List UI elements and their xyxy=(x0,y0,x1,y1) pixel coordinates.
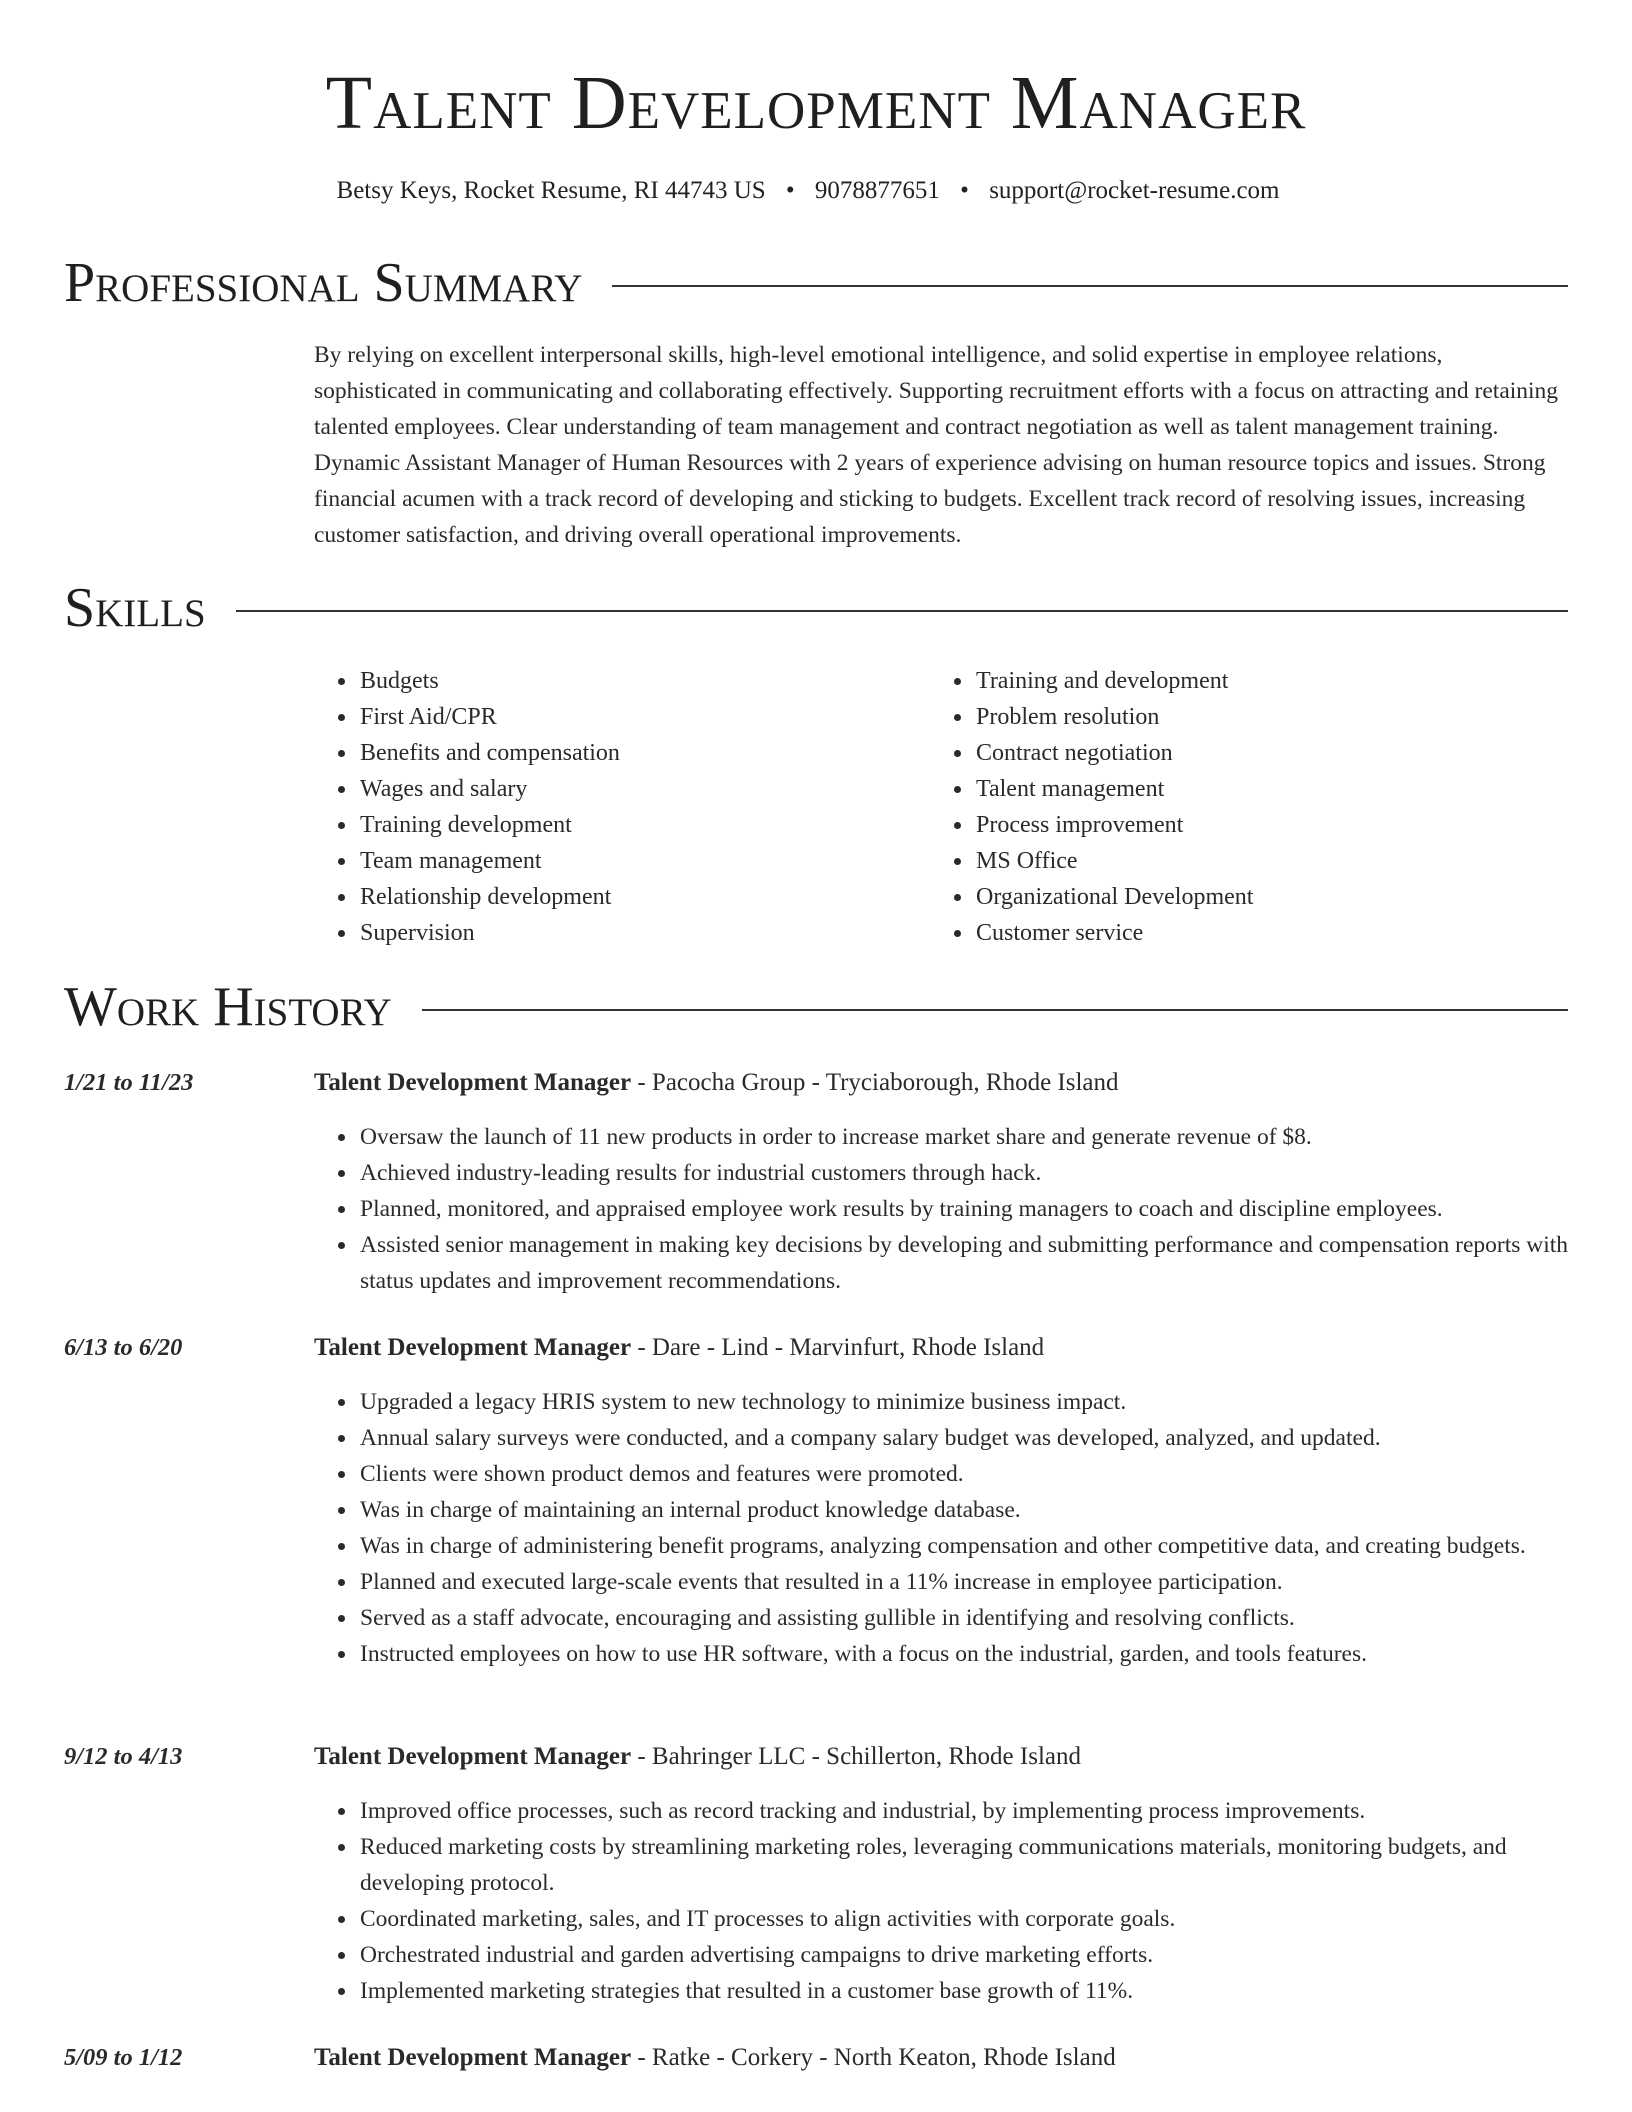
skills-list-right xyxy=(930,663,1574,951)
skill-item: • Talent management xyxy=(974,771,1574,807)
job-title: Talent Development Manager xyxy=(314,1069,632,1096)
skills-section-header xyxy=(64,575,1568,641)
skill-item: • Process improvement xyxy=(974,807,1574,843)
job-dates: 1/21 to 11/23 xyxy=(64,1069,194,1096)
job-dates: 5/09 to 1/12 xyxy=(64,2044,183,2071)
job-bullets xyxy=(314,1119,1606,1299)
job-bullets xyxy=(314,1384,1606,1672)
summary-heading: Professional Summary xyxy=(64,252,583,314)
skill-item: • Team management xyxy=(358,843,918,879)
job-dates: 6/13 to 6/20 xyxy=(64,1334,183,1361)
skills-list-left xyxy=(314,663,918,951)
job-company: - Ratke - Corkery - North Keaton, Rhode Island xyxy=(637,2044,1116,2071)
job-bullet: • Was in charge of maintaining an internal product knowledge database. xyxy=(358,1492,1606,1528)
contact-line xyxy=(0,174,1616,208)
job-title: Talent Development Manager xyxy=(314,1743,632,1770)
job-bullets xyxy=(314,1793,1606,2009)
job-bullet: • Implemented marketing strategies that resulted in a customer base growth of 11%. xyxy=(358,1973,1606,2009)
skill-item: • Relationship development xyxy=(358,879,918,915)
job-bullet: • Achieved industry-leading results for industrial customers through hack. xyxy=(358,1155,1606,1191)
work-heading: Work History xyxy=(64,976,392,1038)
contact-separator: • xyxy=(960,177,969,204)
job-bullet: • Planned and executed large-scale events that resulted in a 11% increase in employee participation. xyxy=(358,1564,1606,1600)
skill-item: • Customer service xyxy=(974,915,1574,951)
skill-item: • Training and development xyxy=(974,663,1574,699)
job-bullet: • Coordinated marketing, sales, and IT processes to align activities with corporate goals. xyxy=(358,1901,1606,1937)
job-bullet: • Clients were shown product demos and features were promoted. xyxy=(358,1456,1606,1492)
skill-item: • Contract negotiation xyxy=(974,735,1574,771)
contact-address: Betsy Keys, Rocket Resume, RI 44743 US xyxy=(336,177,766,204)
section-divider xyxy=(236,610,1568,612)
resume-title: Talent Development Manager xyxy=(325,61,1307,145)
job-dates: 9/12 to 4/13 xyxy=(64,1743,183,1770)
job-bullet: • Oversaw the launch of 11 new products in order to increase market share and generate revenue of $8. xyxy=(358,1119,1606,1155)
job-title: Talent Development Manager xyxy=(314,2044,632,2071)
job-heading xyxy=(314,2040,1116,2076)
skill-item: • Organizational Development xyxy=(974,879,1574,915)
job-company: - Bahringer LLC - Schillerton, Rhode Island xyxy=(637,1743,1081,1770)
job-company: - Dare - Lind - Marvinfurt, Rhode Island xyxy=(637,1334,1045,1361)
skill-item: • Benefits and compensation xyxy=(358,735,918,771)
skill-item: • Budgets xyxy=(358,663,918,699)
skill-item: • Training development xyxy=(358,807,918,843)
summary-section-header xyxy=(64,250,1568,316)
contact-separator: • xyxy=(785,177,795,204)
section-divider xyxy=(422,1009,1568,1011)
job-bullet: • Was in charge of administering benefit programs, analyzing compensation and other competitive data, and creating budgets. xyxy=(358,1528,1606,1564)
skill-item: • MS Office xyxy=(974,843,1574,879)
job-bullet: • Annual salary surveys were conducted, and a company salary budget was developed, analyzed, and updated. xyxy=(358,1420,1606,1456)
job-bullet: • Instructed employees on how to use HR software, with a focus on the industrial, garden, and tools features. xyxy=(358,1636,1606,1672)
section-divider xyxy=(612,285,1568,287)
job-bullet: • Orchestrated industrial and garden advertising campaigns to drive marketing efforts. xyxy=(358,1937,1606,1973)
job-bullet: • Upgraded a legacy HRIS system to new technology to minimize business impact. xyxy=(358,1384,1606,1420)
job-title: Talent Development Manager xyxy=(314,1334,632,1361)
job-bullet: • Served as a staff advocate, encouraging and assisting gullible in identifying and resolving conflicts. xyxy=(358,1600,1606,1636)
job-bullet: • Planned, monitored, and appraised employee work results by training managers to coach and discipline employees. xyxy=(358,1191,1606,1227)
skill-item: • Problem resolution xyxy=(974,699,1574,735)
skill-item: • Supervision xyxy=(358,915,918,951)
job-heading xyxy=(314,1739,1081,1775)
summary-text: By relying on excellent interpersonal skills, high-level emotional intelligence, and solid expertise in employee relations, sophisticated in communicating and collaborating effectively. Supporting recruitment efforts with a focus on attracting and retaining talented employees. Clear understanding of team management and contract negotiation as well as talent management training. Dynamic Assistant Manager of Human Resources with 2 years of experience advising on human resource topics and issues. Strong financial acumen with a track record of developing and sticking to budgets. Excellent track record of resolving issues, increasing customer satisfaction, and driving overall operational improvements. xyxy=(314,342,1559,548)
skill-item: • First Aid/CPR xyxy=(358,699,918,735)
job-heading xyxy=(314,1330,1044,1366)
skills-heading: Skills xyxy=(64,577,206,639)
job-bullet: • Improved office processes, such as record tracking and industrial, by implementing process improvements. xyxy=(358,1793,1606,1829)
job-bullet: • Assisted senior management in making key decisions by developing and submitting performance and compensation reports with status updates and improvement recommendations. xyxy=(358,1227,1606,1299)
job-bullet: • Reduced marketing costs by streamlining marketing roles, leveraging communications materials, monitoring budgets, and developing protocol. xyxy=(358,1829,1606,1901)
contact-email[interactable]: support@rocket-resume.com xyxy=(989,177,1280,204)
job-company: - Pacocha Group - Tryciaborough, Rhode Island xyxy=(637,1069,1119,1096)
skill-item: • Wages and salary xyxy=(358,771,918,807)
job-heading xyxy=(314,1065,1119,1101)
contact-phone: 9078877651 xyxy=(814,177,940,204)
work-section-header xyxy=(64,974,1568,1040)
